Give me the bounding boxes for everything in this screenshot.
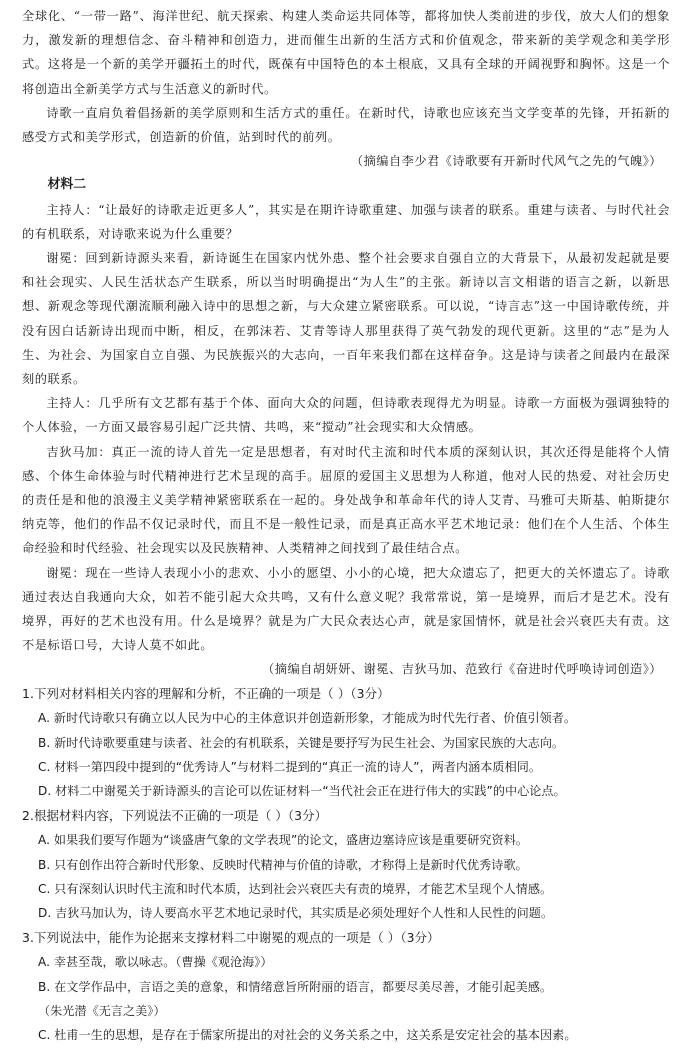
option-c: C. 材料一第四段中提到的“优秀诗人”与材料二提到的“真正一流的诗人”，两者内涵本质相同。 (38, 759, 542, 774)
option-c: C. 杜甫一生的思想，是存在于儒家所提出的对社会的义务关系之中，这关系是安定社会的基本因素。 (38, 1028, 577, 1043)
question-stem: 2.根据材料内容，下列说法不正确的一项是（ ）（3分） (22, 807, 328, 823)
option-c: C. 只有深刻认识时代主流和时代本质，达到社会兴衰匹夫有责的境界，才能艺术呈现个人情感。 (38, 881, 553, 896)
question-stem: 3.下列说法中，能作为论据来支撑材料二中谢冕的观点的一项是（ ）（3分） (22, 929, 440, 945)
material2-paragraph: 谢冕：回到新诗源头来看，新诗诞生在国家内忧外患、整个社会要求自强自立的大背景下，从最初发起就是要和社会现实、人民生活状态产生联系，所以当时明确提出“为人生”的主张。新诗以言文相谐的语言之新，以新思想、新观念等现代潮流顺利融入诗中的思想之新，与大众建立紧密联系。可以说，“诗言志”这一中国诗歌传统，并没有因白话新诗出现而中断，相反，在郭沫若、艾青等诗人那里获得了英气勃发的现代更新。这里的“志”是为人生、为社会、为国家自立自强、为民族振兴的大志向，一百年来我们都在这样奋争。这是诗与读者之间最内在最深刻的联系。 (22, 251, 670, 387)
question-stem: 1.下列对材料相关内容的理解和分析，不正确的一项是（ ）（3分） (22, 685, 390, 701)
option-b: B. 只有创作出符合新时代形象、反映时代精神与价值的诗歌，才称得上是新时代优秀诗歌。 (38, 857, 528, 872)
option-b-citation: （朱光潜《无言之美》） (38, 1003, 166, 1018)
option-a: A. 幸甚至哉，歌以咏志。（曹操《观沧海》） (38, 955, 273, 970)
material2-heading: 材料二 (47, 177, 86, 193)
option-d: D. 材料二中谢冕关于新诗源头的言论可以佐证材料一“当代社会正在进行伟大的实践”的中心论点。 (38, 784, 566, 799)
material1-paragraph-2: 诗歌一直肩负着倡扬新的美学原则和生活方式的重任。在新时代，诗歌也应该充当文学变革的先锋，开拓新的感受方式和美学形式，创造新的价值，站到时代的前列。 (22, 105, 670, 145)
option-a: A. 如果我们要写作题为“谈盛唐气象的文学表现”的论文，盛唐边塞诗应该是重要研究资料。 (38, 833, 528, 848)
material2-paragraph: 吉狄马加：真正一流的诗人首先一定是思想者，有对时代主流和时代本质的深刻认识，其次还得是能将个人情感、个体生命体验与时代精神进行艺术呈现的高手。屈原的爱国主义思想为人称道，他对人民的热爱、对社会历史的责任是和他的浪漫主义美学精神紧密联系在一起的。身处战争和革命年代的诗人艾青、马雅可夫斯基、帕斯捷尔纳克等，他们的作品不仅记录时代，而且不是一般性记录，而是真正高水平艺术地记录：他们在个人生活、个体生命经验和时代经验、社会现实以及民族精神、人类精神之间找到了最佳结合点。 (22, 444, 670, 556)
question-2 (22, 804, 670, 926)
question-3 (22, 926, 670, 1048)
material2-paragraph: 谢冕：现在一些诗人表现小小的悲欢、小小的愿望、小小的心境，把大众遗忘了，把更大的关怀遗忘了。诗歌通过表达自我通向大众，如若不能引起大众共鸣，又有什么意义呢？我常常说，第一是境界，而后才是艺术。没有境界，再好的艺术也没有用。什么是境界？就是为广大民众表达心声，就是家国情怀，就是社会兴衰匹夫有责。这不是标语口号，大诗人莫不如此。 (22, 565, 670, 653)
material2-source: （摘编自胡妍妍、谢冕、吉狄马加、范致行《奋进时代呼唤诗词创造》） (262, 662, 662, 677)
material2-paragraph: 主持人：“让最好的诗歌走近更多人”，其实是在期许诗歌重建、加强与读者的联系。重建与读者、与时代社会的有机联系，对诗歌来说为什么重要？ (22, 202, 670, 241)
question-1 (22, 682, 670, 804)
option-b: B. 在文学作品中，言语之美的意象，和情绪意旨所附丽的语言，都要尽美尽善，才能引起美感。 (38, 979, 553, 994)
option-d: D. 吉狄马加认为，诗人要高水平艺术地记录时代，其实质是必须处理好个人性和人民性的问题。 (38, 906, 554, 921)
material2-paragraph: 主持人：几乎所有文艺都有基于个体、面向大众的问题，但诗歌表现得尤为明显。诗歌一方面极为强调独特的个人体验，一方面又最容易引起广泛共情、共鸣，来“搅动”社会现实和大众情感。 (22, 396, 670, 435)
option-b: B. 新时代诗歌要重建与读者、社会的有机联系，关键是要抒写为民生社会、为国家民族的大志向。 (38, 735, 565, 750)
material1-paragraph-1: 全球化、“一带一路”、海洋世纪、航天探索、构建人类命运共同体等，都将加快人类前进的步伐，放大人们的想象力，激发新的理想信念、奋斗精神和创造力，进而催生出新的生活方式和价值观念，带来新的美学观念和美学形式。这将是一个新的美学开疆拓土的时代，既葆有中国特色的本土根底，又具有全球的开阔视野和胸怀。这是一个将创造出全新美学方式与生活意义的新时代。 (22, 9, 670, 96)
material1-source: （摘编自李少君《诗歌要有开新时代风气之先的气魄》） (350, 154, 662, 169)
option-a: A. 新时代诗歌只有确立以人民为中心的主体意识并创造新形象，才能成为时代先行者、价值引领者。 (38, 711, 577, 726)
